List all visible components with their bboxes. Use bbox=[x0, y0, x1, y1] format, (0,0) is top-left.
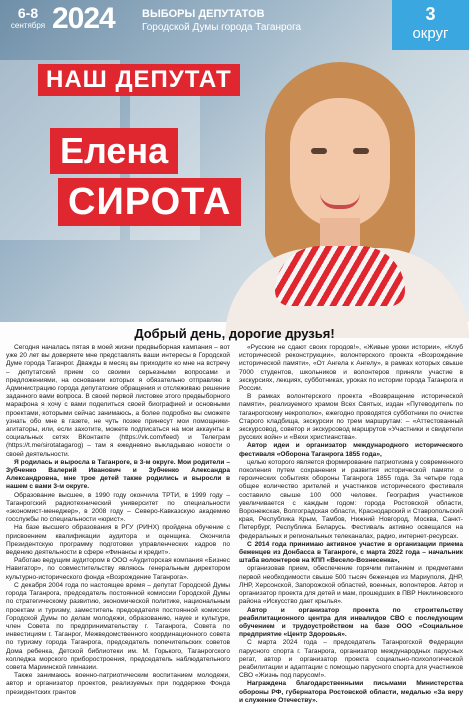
article-paragraph: Автор идеи и организатор международного исторического фестиваля «Оборона Таганрога 1855 года», bbox=[239, 442, 463, 458]
article-paragraph: На базе высшего образования в РГУ (РИНХ) пройдена обучение с присвоением квалификации аудитора и оценщика. Окончила Президентскую программу подготовки управленческих кадров по ведению деятельности в сфере «Финансы и кредит». bbox=[6, 524, 230, 557]
article-paragraph: В рамках волонтерского проекта «Возвращение исторической памяти», реализуемого храмом Всех Святых, издан «Путеводитель по таганрогскому некрополю», ежегодно проводятся субботники по очистке Старого кладбища, экскурсии по трем маршрутам: – «Аттестованный экскурсовод, советор и экскурсовод маршрутов «Участники и свидетели русских войн» и «Вехи христианства». bbox=[239, 393, 463, 442]
article-paragraph: Образование высшее, в 1990 году окончила ТРТИ, в 1999 году – Таганрогский радиотехнический университет по специальности «экономист-менеджер», в 2008 году – Северо-Кавказскую академию госслужбы по специальности «юрист». bbox=[6, 491, 230, 524]
election-date-month: сентября bbox=[10, 21, 46, 30]
election-subtitle: Городской Думы города Таганрога bbox=[142, 22, 302, 33]
watermark-text: ОБРАЗЕЦ bbox=[21, 385, 76, 429]
article-paragraph: Сегодня началась пятая в моей жизни предвыборная кампания – вот уже 20 лет вы доверяете мне представлять ваши интересы в Городской Думе города Таганрог. Дважды в месяц вы приходите ко мне на встречу – депутатский прием со своими серьезными вопросами и предложениями, на основании которых я обязательно отправляю в Администрацию города депутатские обращения и отслеживаю решение заданного вами вопроса. В своей первой листовке этого предвыборного марафона я хочу с вами поделиться своей биографией и основными проектами, которыми сейчас занимаюсь, а более подробно вы сможете узнать обо мне в газете, не чуть позже принесут мои помощники-агитаторы, или, если захотите, можете подписаться на мои аккаунты в социальных сетях ВКонтакте (https://vk.com/feed) и Телеграм (https://t.me/sirotatagarog) – там я ежедневно выкладываю новости о своей деятельности. bbox=[6, 344, 230, 458]
article-paragraph: Автор и организатор проекта по строительству реабилитационного центра для инвалидов СВО с последующим обучением и трудоустройством на базе ООО «Социальное предприятие «Центр Здоровья». bbox=[239, 606, 463, 639]
article-paragraph: Награждена благодарственными письмами Министерства обороны РФ, губернатора Ростовской области, медалью «За веру и служение Отечеству». bbox=[239, 680, 463, 704]
article-paragraph: Также занимаюсь военно-патриотическим воспитанием молодежи, автор и организатор проектов, реализуемых при поддержке Фонда президентских грантов bbox=[6, 672, 230, 696]
article-paragraph: организовав прием, обеспечение горячим питанием и предметами первой необходимости свыше 500 тысяч беженцев из Мариуполя, ДНР, ЛНР, Херсонской, Запорожской областей, военных, волонтеров. Автор и организатор проекта для детей и мам, прошедших в ПВР Неклиновского района «Искусство дает крылья». bbox=[239, 565, 463, 606]
election-date bbox=[6, 6, 50, 30]
district-badge bbox=[392, 0, 469, 50]
article-paragraph: целью которого является формирование патриотизма у современного поколения путем сохранения и развития исторической памяти о героических событиях обороны Таганрога 1855 года. За четыре года общее количество зрителей и участников исторического фестиваля составило свыше 100 000 человек. География участников увеличивается с каждым годом: города Ростовской области, Воронежская, Волгоградская области, Краснодарский и Ставропольский края, Республика Крым, Тамбов, Нижний Новгород, Москва, Санкт-Петербург, Республика Беларусь. Фестиваль активно освещался на федеральных и региональных телеканалах, радио, интернет-ресурсах. bbox=[239, 458, 463, 540]
candidate-photo bbox=[215, 48, 469, 322]
article-paragraph: Работаю ведущим аудитором в ООО «Аудиторская компания «Бизнес Навигатор», по совместительству являюсь генеральным директором культурно-исторического фонда «Возрождение Таганрога». bbox=[6, 557, 230, 581]
district-number: 3 bbox=[425, 4, 436, 24]
photo-scarf bbox=[275, 246, 405, 306]
photo-eye bbox=[311, 148, 327, 154]
header-bar bbox=[0, 0, 469, 52]
election-year: 2024 bbox=[52, 2, 115, 35]
election-title: ВЫБОРЫ ДЕПУТАТОВ bbox=[142, 8, 265, 20]
photo-eye bbox=[353, 148, 369, 154]
hero-section bbox=[0, 0, 469, 322]
article-body bbox=[6, 344, 463, 704]
article-column-left bbox=[6, 344, 230, 696]
article-paragraph: С 2014 года принимаю активное участие в организации приема беженцев из Донбасса в Таганроге, с марта 2022 года – начальник штаба волонтеров на КПП «Весело-Вознесенка», bbox=[239, 540, 463, 565]
district-word: округ bbox=[412, 25, 449, 42]
deputy-banner: НАШ ДЕПУТАТ bbox=[38, 64, 240, 96]
article-paragraph: С декабря 2004 года по настоящее время – депутат Городской Думы города Таганрога, председатель постоянной комиссии Городской Думы по стратегическому развитию, экономической политике, национальным проектам и туризму, заместитель председателя постоянной комиссии Городской Думы по делам молодежи, образованию, науке и культуре, член Совета по предпринимательству г. Таганрога, Совета по инвестициям г. Таганрог, Межведомственного координационного совета по туризму города Таганрога, председатель попечительских советов Дома ребенка, Детской библиотеки им. М. Горького, Таганрогского колледжа морского приборостроения, председатель наблюдательного совета Мариинской гимназии. bbox=[6, 581, 230, 671]
article-headline: Добрый день, дорогие друзья! bbox=[134, 326, 335, 341]
article-paragraph: С марта 2024 года – председатель Таганрогской Федерации парусного спорта г. Таганрога, организатор международных парусных регат, автор и организатор проекта социально-психологической реабилитации и адаптации с помощью парусного спорта для участников СВО «Жизнь под парусом!». bbox=[239, 639, 463, 680]
election-date-day: 6-8 bbox=[17, 5, 39, 21]
article-column-right bbox=[239, 344, 463, 704]
article-paragraph: «Русские не сдают своих городов!», «Живые уроки истории», «Клуб исторической реконструкции», волонтерского проекта «Возрождение исторической памяти», «От Ангела к Ангелу», в рамках которых свыше 7000 студентов, школьников и волонтеров приняли участие в экскурсиях, лекциях, субботниках, уроках по истории города Таганрога и России. bbox=[239, 344, 463, 393]
candidate-surname: СИРОТА bbox=[58, 178, 241, 226]
article-paragraph: Я родилась и выросла в Таганроге, в 3-м округе. Мои родители – Зубченко Валерий Иванович и Зубченко Александра Александровна, мне трое детей также родились и выросли в нашем с вами 3-м округе. bbox=[6, 458, 230, 491]
candidate-first-name: Елена bbox=[50, 128, 178, 174]
